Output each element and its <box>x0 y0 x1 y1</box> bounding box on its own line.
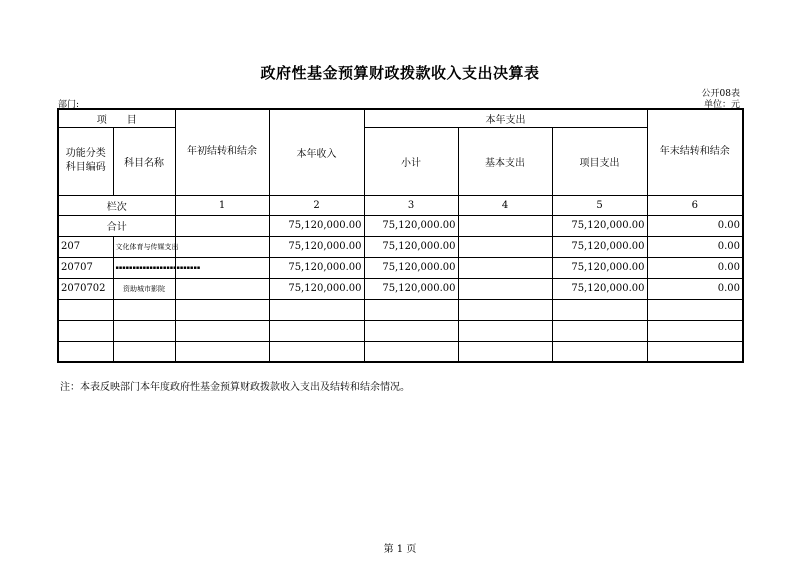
col-no-label: 栏次 <box>58 195 175 215</box>
cell-subtotal: 75,120,000.00 <box>364 278 458 299</box>
col-no: 2 <box>269 195 364 215</box>
cell-project: 75,120,000.00 <box>552 215 647 236</box>
cell-subtotal: 75,120,000.00 <box>364 236 458 257</box>
cell-income: 75,120,000.00 <box>269 215 364 236</box>
cell-close: 0.00 <box>647 236 743 257</box>
table-row <box>58 236 743 257</box>
header-code: 功能分类科目编码 <box>58 127 113 195</box>
header-close-balance: 年末结转和结余 <box>647 109 743 195</box>
cell-project: 75,120,000.00 <box>552 236 647 257</box>
header-income: 本年收入 <box>269 109 364 195</box>
col-no: 5 <box>552 195 647 215</box>
cell-code: 2070702 <box>58 278 113 299</box>
empty-row <box>58 299 743 320</box>
cell-code: 207 <box>58 236 113 257</box>
empty-row <box>58 341 743 362</box>
cell-basic <box>458 278 552 299</box>
cell-project: 75,120,000.00 <box>552 278 647 299</box>
col-no: 6 <box>647 195 743 215</box>
header-subtotal: 小计 <box>364 127 458 195</box>
header-name: 科目名称 <box>113 127 175 195</box>
empty-row <box>58 320 743 341</box>
cell-income: 75,120,000.00 <box>269 257 364 278</box>
cell-income: 75,120,000.00 <box>269 278 364 299</box>
header-open-balance: 年初结转和结余 <box>175 109 269 195</box>
cell-basic <box>458 215 552 236</box>
form-code: 公开08表 <box>701 89 740 99</box>
header-item: 项 目 <box>58 109 175 127</box>
cell-income: 75,120,000.00 <box>269 236 364 257</box>
table-row <box>58 278 743 299</box>
cell-project: 75,120,000.00 <box>552 257 647 278</box>
cell-subtotal: 75,120,000.00 <box>364 257 458 278</box>
cell-close: 0.00 <box>647 215 743 236</box>
total-label: 合计 <box>58 215 175 236</box>
cell-close: 0.00 <box>647 278 743 299</box>
unit-label: 单位：元 <box>703 100 740 110</box>
cell-open <box>175 215 269 236</box>
cell-code: 20707 <box>58 257 113 278</box>
cell-basic <box>458 257 552 278</box>
header-basic: 基本支出 <box>458 127 552 195</box>
footnote: 注：本表反映部门本年度政府性基金预算财政拨款收入支出及结转和结余情况。 <box>60 382 410 393</box>
table-row <box>58 257 743 278</box>
header-expenditure: 本年支出 <box>364 109 647 127</box>
col-no: 1 <box>175 195 269 215</box>
cell-close: 0.00 <box>647 257 743 278</box>
col-no: 4 <box>458 195 552 215</box>
cell-name: ▪▪▪▪▪▪▪▪▪▪▪▪▪▪▪▪▪▪▪▪▪▪▪▪▪ <box>113 257 175 278</box>
cell-name: 资助城市影院 <box>113 278 175 299</box>
cell-basic <box>458 236 552 257</box>
department-label: 部门: <box>58 100 80 110</box>
budget-table <box>57 108 744 363</box>
page-number: 第 1 页 <box>383 544 417 555</box>
page-title: 政府性基金预算财政拨款收入支出决算表 <box>260 64 540 82</box>
cell-open <box>175 278 269 299</box>
cell-subtotal: 75,120,000.00 <box>364 215 458 236</box>
col-no: 3 <box>364 195 458 215</box>
cell-open <box>175 236 269 257</box>
header-project: 项目支出 <box>552 127 647 195</box>
cell-name: 文化体育与传媒支出 <box>113 236 175 257</box>
total-row <box>58 215 743 236</box>
